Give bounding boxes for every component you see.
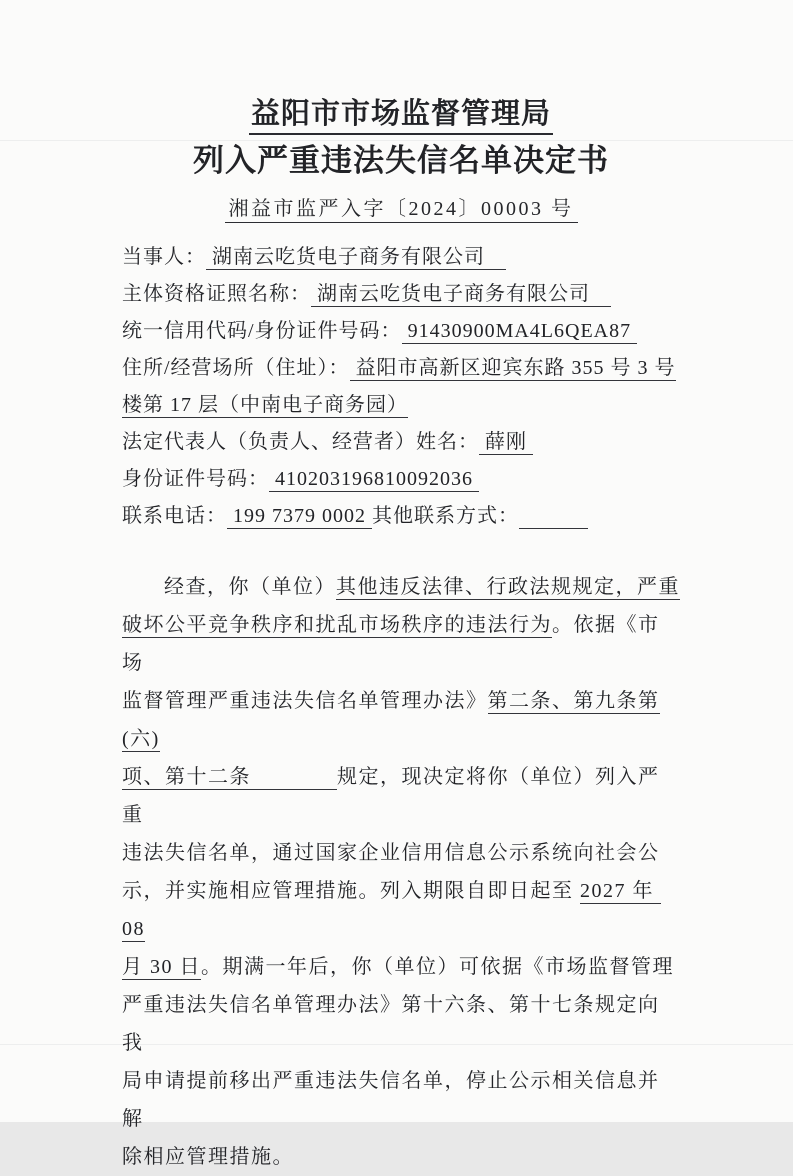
plain-text: 规定，现决定将你（单位）列入严重 — [122, 766, 660, 826]
plain-text: 违法失信名单，通过国家企业信用信息公示系统向社会公 — [122, 842, 660, 864]
paragraph-line — [122, 606, 680, 682]
underlined-text: 破坏公平竞争秩序和扰乱市场秩序的违法行为 — [122, 614, 552, 636]
plain-text: 身份证件号码： — [122, 468, 269, 490]
underlined-text: 410203196810092036 — [269, 468, 479, 490]
info-line-contact — [122, 498, 680, 535]
plain-text: 示，并实施相应管理措施。列入期限自即日起至 — [122, 880, 580, 902]
paragraph-line — [122, 758, 680, 834]
info-line-credit-code — [122, 313, 680, 350]
info-line-id-number — [122, 461, 680, 498]
underlined-text: 其他违反法律、行政法规规定，严重 — [336, 576, 680, 598]
plain-text: 局申请提前移出严重违法失信名单，停止公示相关信息并解 — [122, 1070, 660, 1130]
info-line-address-1 — [122, 350, 680, 387]
paragraph-line — [122, 1062, 680, 1138]
plain-text: 除相应管理措施。 — [122, 1146, 294, 1168]
document-header — [122, 96, 680, 224]
underlined-text: 第二条、第九条第(六) — [122, 690, 660, 750]
decision-paragraph — [122, 568, 680, 1176]
info-line-legal-representative — [122, 424, 680, 461]
underlined-text: 薛刚 — [479, 431, 533, 453]
underlined-text: 项、第十二条 — [122, 766, 337, 788]
issuer-title-text: 益阳市市场监督管理局 — [249, 98, 553, 135]
document-title: 列入严重违法失信名单决定书 — [193, 143, 609, 178]
paragraph-line — [122, 682, 680, 758]
plain-text: 监督管理严重违法失信名单管理办法》 — [122, 690, 488, 712]
paragraph-line — [122, 948, 680, 986]
plain-text: 法定代表人（负责人、经营者）姓名： — [122, 431, 479, 453]
underlined-text: 199 7379 0002 — [227, 505, 372, 527]
paragraph-line — [122, 872, 680, 948]
underlined-text: 91430900MA4L6QEA87 — [401, 320, 638, 342]
document-number — [122, 194, 680, 224]
document-number-text: 湘益市监严入字〔2024〕00003 号 — [225, 198, 578, 223]
plain-text: 。依据《市场 — [122, 614, 660, 674]
info-line-address-2 — [122, 387, 680, 424]
info-line-license-name — [122, 276, 680, 313]
underlined-text: 2027 年 08 — [122, 880, 661, 940]
plain-text: 统一信用代码/身份证件号码： — [122, 320, 402, 342]
plain-text: 严重违法失信名单管理办法》第十六条、第十七条规定向我 — [122, 994, 660, 1054]
party-info-section — [122, 239, 680, 535]
plain-text: 。期满一年后，你（单位）可依据《市场监督管理 — [201, 956, 674, 978]
paragraph-line — [122, 1138, 680, 1176]
info-line-party-name — [122, 239, 680, 276]
paragraph-line — [122, 834, 680, 872]
paragraph-line — [122, 568, 680, 606]
underlined-text: 楼第 17 层（中南电子商务园） — [122, 394, 408, 416]
plain-text: 主体资格证照名称： — [122, 283, 311, 305]
plain-text: 住所/经营场所（住址）： — [122, 357, 350, 379]
plain-text: 当事人： — [122, 246, 206, 268]
plain-text: 联系电话： — [122, 505, 227, 527]
plain-text: 经查，你（单位） — [164, 576, 336, 598]
plain-text: 其他联系方式： — [372, 505, 519, 527]
underlined-text: 月 30 日 — [122, 956, 201, 978]
issuer-title — [122, 96, 680, 132]
paragraph-line — [122, 986, 680, 1062]
underlined-text — [519, 505, 588, 529]
underlined-text: 益阳市高新区迎宾东路 355 号 3 号 — [349, 357, 676, 379]
document-content — [122, 0, 680, 1176]
underlined-text: 湖南云吃货电子商务有限公司 — [206, 246, 506, 268]
underlined-text: 湖南云吃货电子商务有限公司 — [311, 283, 611, 305]
